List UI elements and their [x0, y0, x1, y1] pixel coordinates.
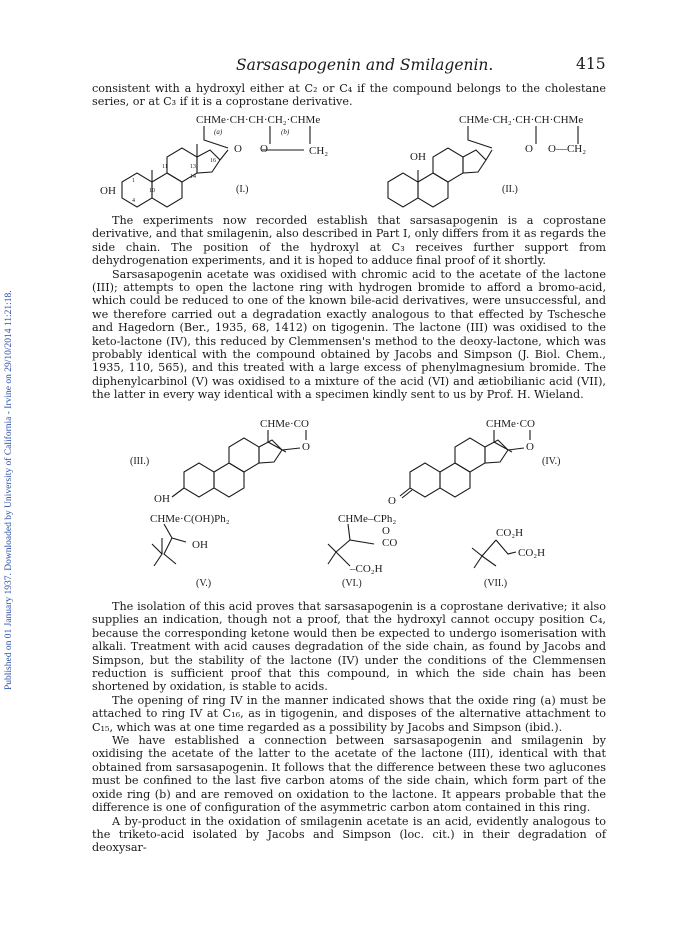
ring-C-III: [229, 438, 259, 472]
ring-number: 13: [190, 164, 196, 170]
oxygen-III: O: [302, 441, 310, 453]
bond-VII-d: [482, 556, 496, 566]
label-b: (b): [281, 128, 290, 136]
structure-label-IV: (IV.): [542, 456, 561, 467]
bond-V-a: [164, 524, 186, 542]
bond-V-b: [164, 538, 176, 564]
hydroxyl-I: OH: [100, 185, 116, 197]
co2h-VII-b: CO₂H: [518, 547, 546, 559]
ring-B-I: [152, 173, 182, 207]
ring-number: 1: [132, 178, 135, 184]
co-VI: CO: [382, 537, 398, 549]
bond-VII-c: [496, 540, 516, 554]
ring-number: 10: [149, 188, 155, 194]
bond-VII-a: [472, 548, 482, 568]
bond-IV-keto-2: [402, 490, 412, 498]
bond-III-c: [282, 448, 300, 450]
bond-VII-b: [482, 540, 496, 556]
bond-VI-a: [348, 524, 374, 544]
paragraph-top: [92, 82, 606, 109]
oxygen-1: O: [234, 143, 242, 155]
ring-B-II: [418, 173, 448, 207]
structure-label-VII: (VII.): [484, 578, 508, 589]
bond-IV-keto: [400, 488, 410, 496]
ring-A-IV: [410, 463, 440, 497]
page-number: 415: [576, 55, 606, 73]
oxygen-2: O: [260, 143, 268, 155]
oxygen-4: O—CH₂: [548, 143, 587, 155]
hydroxyl-II: OH: [410, 151, 426, 163]
paragraph: We have established a connection between sarsasapogenin and smilagenin by oxidising the acetate of the latter to the acetate of the lactone (III), identical with that obtained from sarsasapogenin. It follows that the difference between these two aglucones must be confined to the last five carbon atoms of the side chain, which form part of the oxide ring (b) and are removed on oxidation to the lactone. It appears probable that the difference is one of configuration of the asymmetric carbon atom contained in this ring.: [92, 734, 606, 815]
side-chain-VI: CHMe–CPh₂: [338, 513, 397, 525]
side-chain-I: CHMe·CH·CH·CH₂·CHMe: [196, 114, 321, 126]
side-chain-III: CHMe·CO: [260, 418, 309, 430]
figure-structures-I-II: [92, 110, 606, 214]
paragraph: The opening of ring IV in the manner indicated shows that the oxide ring (a) must be attached to ring IV at C₁₆, as in tigogenin, and disposes of the alternative attachment to C₁₅, which was at one time regarded as a possibility by Jacobs and Simpson (ibid.).: [92, 693, 606, 734]
bond-VI-d: [336, 552, 350, 566]
hydroxyl-V: OH: [192, 539, 208, 551]
structure-diagram-1: [92, 110, 606, 210]
oxygen-3: O: [525, 143, 533, 155]
bond-V-c: [152, 544, 162, 566]
keto-oxygen-IV: O: [388, 495, 396, 507]
paragraph: The experiments now recorded establish that sarsasapogenin is a coprostane derivative, and that smilagenin, also described in Part I, only differs from it as regards the side chain. The position of the hydroxyl at C₃ receives further support from dehydrogenation experiments, and it is hoped to adduce final proof of it shortly.: [92, 214, 606, 268]
download-watermark: Published on 01 January 1937. Downloaded by University of California - Irvine on 29/10/2014 11:21:18.: [4, 290, 14, 690]
structure-label-II: (II.): [502, 184, 518, 195]
bond-VI-b: [328, 544, 336, 564]
ch2-I: CH₂: [309, 145, 329, 157]
ring-number: 11: [162, 164, 168, 170]
oxygen-VI: O: [382, 525, 390, 537]
ring-C-II: [433, 148, 463, 182]
ring-C-IV: [455, 438, 485, 472]
bond-II-a: [468, 126, 492, 148]
structure-diagram-2: [92, 414, 606, 594]
label-a: (a): [214, 128, 223, 136]
paragraph: The isolation of this acid proves that sarsasapogenin is a coprostane derivative; it also supplies an indication, though not a proof, that the hydroxyl cannot occupy position C₄, because the corresponding ketone would then be expected to undergo isomerisation with alkali. Treatment with acid causes degradation of the side chain, as found by Jacobs and Simpson, but the stability of the lactone (IV) under the conditions of the Clemmensen reduction is sufficient proof that this compound, in which the side chain has been shortened by oxidation, is stable to acids.: [92, 600, 606, 694]
ring-A-I: [122, 173, 152, 207]
structure-label-I: (I.): [236, 184, 249, 195]
ring-number: 14: [190, 174, 196, 180]
ring-D-II: [463, 150, 486, 173]
side-chain-V: CHMe·C(OH)Ph₂: [150, 513, 230, 525]
paragraph: consistent with a hydroxyl either at C₂ or C₄ if the compound belongs to the cholestane series, or at C₃ if it is a coprostane derivative.: [92, 82, 606, 109]
hydroxyl-III: OH: [154, 493, 170, 505]
side-chain-IV: CHMe·CO: [486, 418, 535, 430]
side-chain-II: CHMe·CH₂·CH·CH·CHMe: [459, 114, 584, 126]
ring-number: 16: [210, 158, 216, 164]
co2h-VII-a: CO₂H: [496, 527, 524, 539]
bond-II-d: [486, 150, 492, 160]
running-title: Sarsasapogenin and Smilagenin.: [236, 56, 494, 74]
figure-structures-III-VII: [92, 414, 606, 598]
bond-I-e: [220, 150, 228, 160]
paragraph: A by-product in the oxidation of smilagenin acetate is an acid, evidently analogous to the triketo-acid isolated by Jacobs and Simpson (loc. cit.) in their degradation of deoxysar-: [92, 814, 606, 855]
paragraph-block-mid: [92, 214, 606, 402]
bond-VI-c: [336, 540, 350, 552]
ring-D-I: [197, 150, 220, 173]
co2h-VI: –CO₂H: [350, 563, 383, 575]
paragraph: Sarsasapogenin acetate was oxidised with chromic acid to the acetate of the lactone (III); attempts to open the lactone ring with hydrogen bromide to afford a bromo-acid, which could be reduced to one of the known bile-acid derivatives, were unsuccessful, and we therefore carried out a degradation exactly analogous to that effected by Tschesche and Hagedorn (Ber., 1935, 68, 1412) on tigogenin. The lactone (III) was oxidised to the keto-lactone (IV), this reduced by Clemmensen's method to the deoxy-lactone, which was probably identical with the compound obtained by Jacobs and Simpson (J. Biol. Chem., 1935, 110, 565), and this treated with a large excess of phenylmagnesium bromide. The diphenylcarbinol (V) was oxidised to a mixture of the acid (VI) and ætiobilianic acid (VII), the latter in every way identical with a specimen kindly sent to us by Prof. H. Wieland.: [92, 267, 606, 402]
oxygen-IV: O: [526, 441, 534, 453]
ring-A-III: [184, 463, 214, 497]
paragraph-block-bottom: [92, 600, 606, 855]
ring-B-III: [214, 463, 244, 497]
structure-label-III: (III.): [130, 456, 150, 467]
structure-label-V: (V.): [196, 578, 212, 589]
ring-B-IV: [440, 463, 470, 497]
ring-number: 4: [132, 198, 135, 204]
bond-III-oh: [172, 488, 184, 497]
bond-IV-c: [508, 448, 524, 450]
structure-label-VI: (VI.): [342, 578, 362, 589]
ring-A-II: [388, 173, 418, 207]
